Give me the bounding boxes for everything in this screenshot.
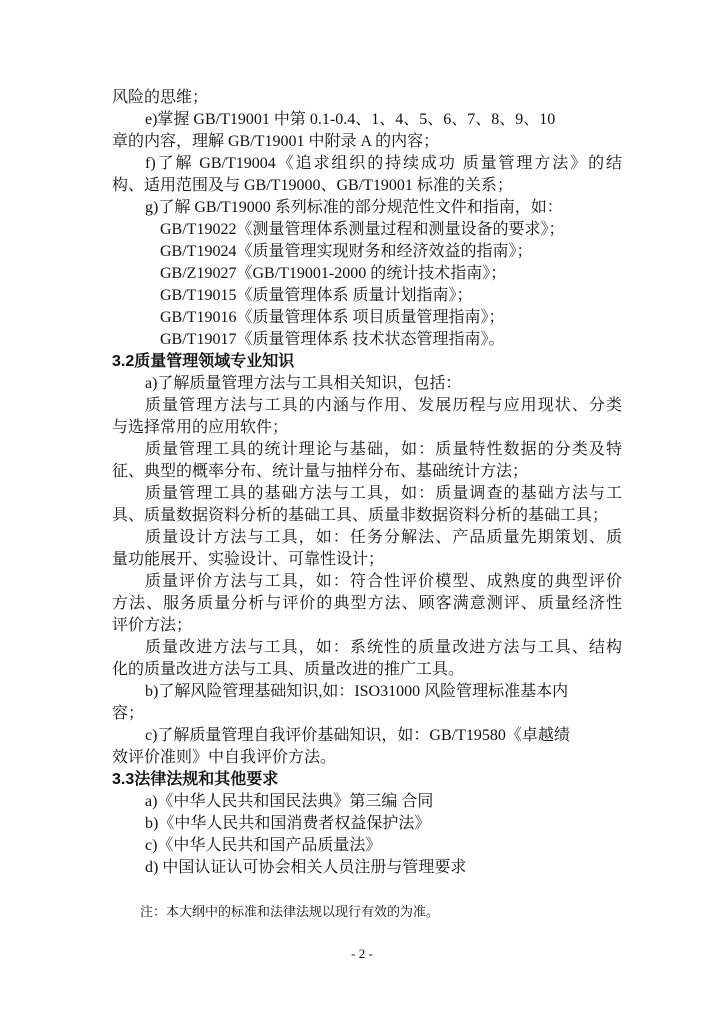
topic-3-line-1: 质量管理工具的基础方法与工具，如：质量调查的基础方法与工: [145, 485, 622, 502]
topic-6-line-1: 质量改进方法与工具，如：系统性的质量改进方法与工具、结构: [145, 639, 622, 656]
item-g-document-5: GB/T19016《质量管理体系 项目质量管理指南》；: [160, 309, 505, 326]
document-body: [112, 87, 622, 879]
topic-4-line-1: 质量设计方法与工具，如：任务分解法、产品质量先期策划、质: [145, 529, 622, 546]
section-3-2-heading: 3.2质量管理领域专业知识: [112, 353, 295, 370]
topic-3-line-2: 具、质量数据资料分析的基础工具、质量非数据资料分析的基础工具；: [112, 507, 609, 524]
topic-5-line-3: 评价方法；: [112, 617, 193, 634]
section-3-3-heading: 3.3法律法规和其他要求: [112, 771, 279, 788]
section-3-3-item-a: a)《中华人民共和国民法典》第三编 合同: [145, 793, 434, 810]
item-g-document-3: GB/Z19027《GB/T19001-2000 的统计技术指南》；: [160, 265, 507, 282]
item-g-document-6: GB/T19017《质量管理体系 技术状态管理指南》。: [160, 331, 505, 348]
topic-2-line-1: 质量管理工具的统计理论与基础，如：质量特性数据的分类及特: [145, 441, 622, 458]
item-g-document-4: GB/T19015《质量管理体系 质量计划指南》；: [160, 287, 473, 304]
footnote: 注：本大纲中的标准和法律法规以现行有效的为准。: [140, 904, 440, 919]
section-3-2-item-c-line-1: c)了解质量管理自我评价基础知识，如：GB/T19580《卓越绩: [145, 727, 570, 744]
topic-5-line-2: 方法、服务质量分析与评价的典型方法、顾客满意测评、质量经济性: [112, 595, 622, 612]
page-number: - 2 -: [351, 946, 373, 961]
item-g-document-2: GB/T19024《质量管理实现财务和经济效益的指南》；: [160, 243, 533, 260]
topic-1-line-1: 质量管理方法与工具的内涵与作用、发展历程与应用现状、分类: [145, 397, 622, 414]
item-g-line: g)了解 GB/T19000 系列标准的部分规范性文件和指南，如：: [145, 199, 563, 216]
item-g-document-1: GB/T19022《测量管理体系测量过程和测量设备的要求》；: [160, 221, 565, 238]
section-3-2-item-b-line-2: 容；: [112, 705, 145, 722]
topic-4-line-2: 量功能展开、实验设计、可靠性设计；: [112, 551, 385, 568]
item-f-line-2: 构、适用范围及与 GB/T19000、GB/T19001 标准的关系；: [112, 177, 513, 194]
section-3-2-item-b-line-1: b)了解风险管理基础知识,如：ISO31000 风险管理标准基本内: [145, 683, 569, 700]
item-e-line-1: e)掌握 GB/T19001 中第 0.1-0.4、1、4、5、6、7、8、9、10: [145, 111, 556, 128]
section-3-3-item-c: c)《中华人民共和国产品质量法》: [145, 837, 382, 854]
section-3-1-continued-line: 风险的思维；: [112, 89, 209, 106]
topic-2-line-2: 征、典型的概率分布、统计量与抽样分布、基础统计方法；: [112, 463, 529, 480]
item-f-line-1: f)了解 GB/T19004《追求组织的持续成功 质量管理方法》的结: [145, 155, 622, 172]
section-3-3-item-d: d) 中国认证认可协会相关人员注册与管理要求: [145, 859, 467, 876]
topic-6-line-2: 化的质量改进方法与工具、质量改进的推广工具。: [112, 661, 465, 678]
section-3-2-item-c-line-2: 效评价准则》中自我评价方法。: [112, 749, 337, 766]
item-e-line-2: 章的内容，理解 GB/T19001 中附录 A 的内容；: [112, 133, 440, 150]
section-3-3-item-b: b)《中华人民共和国消费者权益保护法》: [145, 815, 431, 832]
section-3-2-item-a: a)了解质量管理方法与工具相关知识，包括：: [145, 375, 462, 392]
topic-5-line-1: 质量评价方法与工具，如：符合性评价模型、成熟度的典型评价: [145, 573, 622, 590]
topic-1-line-2: 与选择常用的应用软件；: [112, 419, 289, 436]
